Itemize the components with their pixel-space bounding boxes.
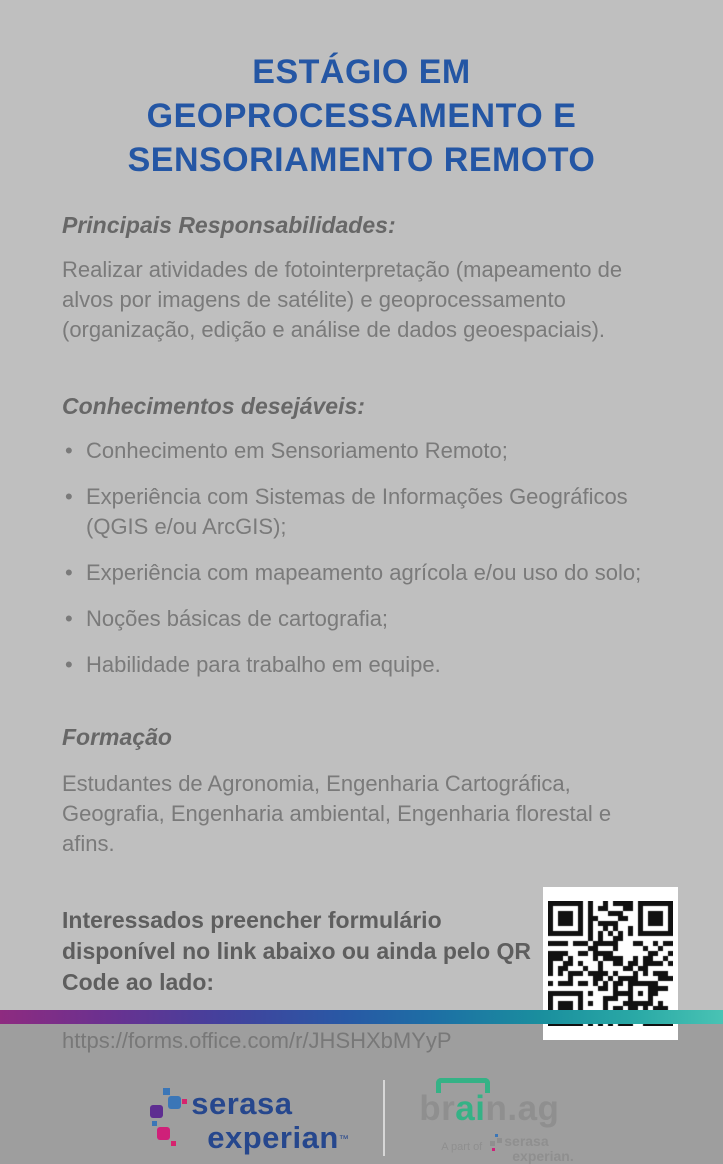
list-item: • Conhecimento em Sensoriamento Remoto; <box>62 436 661 466</box>
form-url-link[interactable]: https://forms.office.com/r/JHSHXbMYyP <box>62 1028 452 1053</box>
brain-wordmark <box>419 1091 573 1126</box>
title-line-1: ESTÁGIO EM <box>252 53 471 91</box>
serasa-squares-icon <box>149 1088 187 1146</box>
responsibilities-text: Realizar atividades de fotointerpretação (mapeamento de alvos por imagens de satélite) e geoprocessamento (organização, edição e análise de dados geoespaciais). <box>62 257 623 342</box>
list-item: • Noções básicas de cartografia; <box>62 604 661 634</box>
brain-word-nag: n.ag <box>485 1089 560 1128</box>
brain-ag-logo <box>419 1078 573 1163</box>
footer-logos <box>0 1078 723 1163</box>
part-of-row <box>441 1134 573 1163</box>
serasa-wordmark <box>191 1088 349 1153</box>
list-item: • Habilidade para trabalho em equipe. <box>62 650 661 680</box>
knowledge-heading: Conhecimentos desejáveis: <box>62 393 365 419</box>
serasa-word: serasa <box>191 1086 293 1121</box>
brain-word-br: br <box>419 1089 456 1128</box>
logo-square <box>490 1141 495 1146</box>
cta-text: Interessados preencher formulário disponível no link abaixo ou ainda pelo QR Code ao lado: <box>62 907 532 995</box>
logo-square <box>150 1105 163 1118</box>
mini-serasa-logo <box>490 1134 573 1163</box>
brain-word-ai: ai <box>455 1089 486 1128</box>
mini-serasa-squares-icon <box>490 1134 504 1156</box>
mini-serasa-word: serasa <box>504 1133 549 1149</box>
logo-square <box>171 1141 176 1146</box>
education-text: Estudantes de Agronomia, Engenharia Cartográfica, Geografia, Engenharia ambiental, Engenharia florestal e afins. <box>62 771 612 856</box>
logo-square <box>492 1148 495 1151</box>
responsibilities-heading: Principais Responsabilidades: <box>62 212 396 238</box>
mini-experian-word: experian. <box>512 1148 574 1164</box>
trademark-symbol: ™ <box>338 1134 350 1145</box>
experian-word <box>207 1122 349 1153</box>
qr-code-image <box>548 901 673 1026</box>
experian-word-text: experian <box>207 1120 339 1155</box>
title-line-2: GEOPROCESSAMENTO E <box>146 97 577 135</box>
list-item: • Experiência com mapeamento agrícola e/ou uso do solo; <box>62 558 661 588</box>
logo-square <box>182 1099 187 1104</box>
logo-square <box>495 1134 498 1137</box>
logo-square <box>168 1096 181 1109</box>
logo-square <box>497 1138 502 1143</box>
page-title <box>0 0 723 182</box>
education-heading: Formação <box>62 724 172 750</box>
mini-serasa-wordmark <box>504 1134 573 1163</box>
logo-square <box>152 1121 157 1126</box>
title-line-3: SENSORIAMENTO REMOTO <box>127 141 596 179</box>
logo-divider <box>383 1080 385 1156</box>
flyer-content <box>0 212 723 1054</box>
logo-square <box>163 1088 170 1095</box>
list-item: • Experiência com Sistemas de Informações Geográficos (QGIS e/ou ArcGIS); <box>62 482 661 542</box>
gradient-bar <box>0 1010 723 1024</box>
cta-left <box>62 905 543 1054</box>
cta-section <box>62 905 661 1054</box>
logo-square <box>157 1127 170 1140</box>
serasa-experian-logo <box>149 1078 349 1153</box>
part-of-label: A part of <box>441 1141 483 1153</box>
knowledge-list <box>62 436 661 680</box>
